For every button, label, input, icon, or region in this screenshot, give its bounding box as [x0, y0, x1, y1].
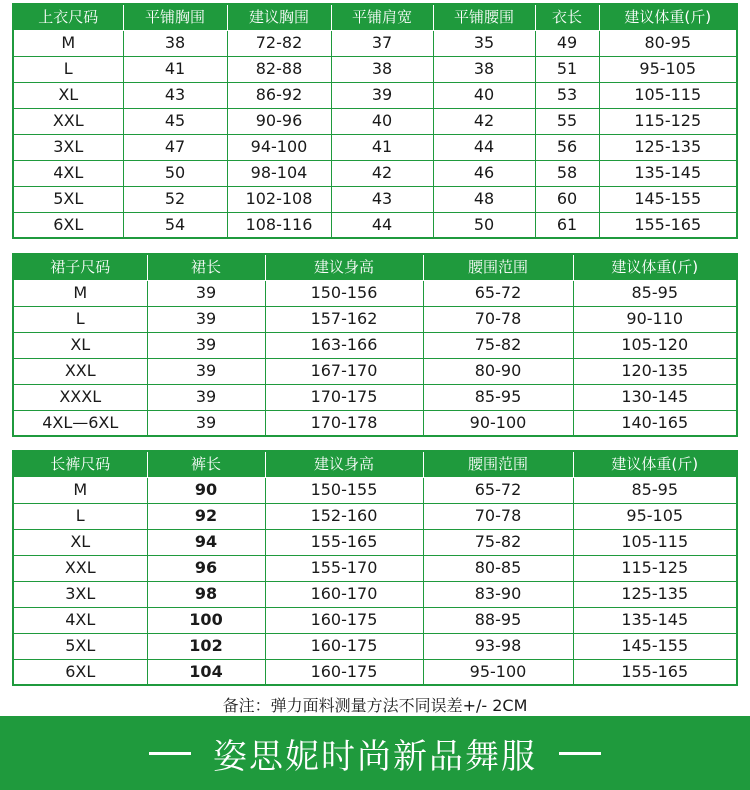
table-cell: 4XL [13, 160, 123, 186]
table-cell: 3XL [13, 134, 123, 160]
header-row [13, 4, 737, 30]
table-cell: 152-160 [265, 503, 423, 529]
table-cell: M [13, 280, 147, 306]
table-cell: 130-145 [573, 384, 737, 410]
table-cell: 105-115 [599, 82, 737, 108]
table-cell: L [13, 56, 123, 82]
column-header: 平铺腰围 [433, 4, 535, 30]
table-row [13, 186, 737, 212]
column-header: 裙子尺码 [13, 254, 147, 280]
table-cell: 35 [433, 30, 535, 56]
table-cell: 4XL—6XL [13, 410, 147, 436]
table-cell: XXL [13, 555, 147, 581]
table-row [13, 503, 737, 529]
table-cell: 43 [331, 186, 433, 212]
column-header: 建议身高 [265, 254, 423, 280]
table-cell: 42 [433, 108, 535, 134]
table-cell: 6XL [13, 659, 147, 685]
table-cell: XL [13, 529, 147, 555]
table-cell: 102-108 [227, 186, 331, 212]
table-cell: 54 [123, 212, 227, 238]
table-cell: 125-135 [573, 581, 737, 607]
table-row [13, 56, 737, 82]
table-cell: 88-95 [423, 607, 573, 633]
table-cell: 92 [147, 503, 265, 529]
table-cell: 95-105 [599, 56, 737, 82]
column-header: 建议体重(斤) [573, 254, 737, 280]
table-cell: L [13, 503, 147, 529]
table-cell: 70-78 [423, 503, 573, 529]
table-cell: 108-116 [227, 212, 331, 238]
table-cell: 41 [331, 134, 433, 160]
table-cell: 52 [123, 186, 227, 212]
table-cell: 46 [433, 160, 535, 186]
table-cell: 95-100 [423, 659, 573, 685]
column-header: 建议身高 [265, 451, 423, 477]
table-cell: 65-72 [423, 280, 573, 306]
table-row [13, 633, 737, 659]
table-row [13, 607, 737, 633]
table-cell: 115-125 [573, 555, 737, 581]
table-cell: 160-175 [265, 607, 423, 633]
table-cell: XL [13, 82, 123, 108]
table-cell: 125-135 [599, 134, 737, 160]
table-cell: 50 [123, 160, 227, 186]
table-cell: 155-165 [599, 212, 737, 238]
pants-size-table [12, 450, 738, 686]
table-cell: 100 [147, 607, 265, 633]
table-cell: 5XL [13, 186, 123, 212]
column-header: 平铺胸围 [123, 4, 227, 30]
column-header: 长裤尺码 [13, 451, 147, 477]
table-cell: 5XL [13, 633, 147, 659]
table-cell: 55 [535, 108, 599, 134]
column-header: 建议体重(斤) [573, 451, 737, 477]
table-cell: 90-96 [227, 108, 331, 134]
table-cell: 37 [331, 30, 433, 56]
table-cell: 160-175 [265, 633, 423, 659]
table-row [13, 477, 737, 503]
table-cell: 145-155 [599, 186, 737, 212]
table-cell: 170-175 [265, 384, 423, 410]
footer-banner [0, 716, 750, 790]
table-cell: 160-170 [265, 581, 423, 607]
table-cell: 61 [535, 212, 599, 238]
table-cell: 40 [433, 82, 535, 108]
skirts-table-body [13, 254, 737, 436]
table-cell: 49 [535, 30, 599, 56]
table-row [13, 160, 737, 186]
table-cell: XXXL [13, 384, 147, 410]
table-cell: 98-104 [227, 160, 331, 186]
table-cell: 86-92 [227, 82, 331, 108]
table-cell: 60 [535, 186, 599, 212]
table-cell: 85-95 [423, 384, 573, 410]
table-cell: 53 [535, 82, 599, 108]
table-cell: 94 [147, 529, 265, 555]
table-cell: 39 [147, 384, 265, 410]
table-cell: 39 [147, 280, 265, 306]
table-cell: 75-82 [423, 529, 573, 555]
table-cell: 65-72 [423, 477, 573, 503]
column-header: 建议体重(斤) [599, 4, 737, 30]
table-cell: 75-82 [423, 332, 573, 358]
table-cell: 170-178 [265, 410, 423, 436]
table-cell: 43 [123, 82, 227, 108]
table-cell: 80-90 [423, 358, 573, 384]
column-header: 平铺肩宽 [331, 4, 433, 30]
table-cell: 90-110 [573, 306, 737, 332]
table-cell: 39 [147, 410, 265, 436]
table-cell: 167-170 [265, 358, 423, 384]
table-cell: 135-145 [573, 607, 737, 633]
table-cell: 150-156 [265, 280, 423, 306]
table-cell: 70-78 [423, 306, 573, 332]
table-row [13, 280, 737, 306]
table-cell: 135-145 [599, 160, 737, 186]
table-cell: M [13, 30, 123, 56]
table-row [13, 332, 737, 358]
table-cell: 58 [535, 160, 599, 186]
table-cell: 41 [123, 56, 227, 82]
table-cell: 44 [331, 212, 433, 238]
table-cell: 115-125 [599, 108, 737, 134]
table-cell: 39 [331, 82, 433, 108]
table-cell: 94-100 [227, 134, 331, 160]
table-cell: 160-175 [265, 659, 423, 685]
table-cell: 82-88 [227, 56, 331, 82]
table-cell: 140-165 [573, 410, 737, 436]
table-cell: 155-165 [573, 659, 737, 685]
table-row [13, 581, 737, 607]
column-header: 裤长 [147, 451, 265, 477]
table-row [13, 212, 737, 238]
header-row [13, 451, 737, 477]
table-cell: 39 [147, 332, 265, 358]
column-header: 腰围范围 [423, 254, 573, 280]
table-cell: 72-82 [227, 30, 331, 56]
table-cell: 51 [535, 56, 599, 82]
footer-dash-left [149, 752, 191, 755]
table-row [13, 82, 737, 108]
footer-dash-right [559, 752, 601, 755]
table-row [13, 134, 737, 160]
table-cell: 50 [433, 212, 535, 238]
table-cell: 105-115 [573, 529, 737, 555]
table-cell: 39 [147, 358, 265, 384]
table-row [13, 306, 737, 332]
table-cell: 83-90 [423, 581, 573, 607]
table-cell: 42 [331, 160, 433, 186]
table-cell: XXL [13, 358, 147, 384]
table-cell: 38 [433, 56, 535, 82]
table-cell: 163-166 [265, 332, 423, 358]
table-cell: 39 [147, 306, 265, 332]
skirts-size-table [12, 253, 738, 437]
table-row [13, 108, 737, 134]
table-cell: 157-162 [265, 306, 423, 332]
brand-title: 姿思妮时尚新品舞服 [213, 736, 537, 777]
table-cell: 85-95 [573, 477, 737, 503]
table-cell: 120-135 [573, 358, 737, 384]
table-cell: 93-98 [423, 633, 573, 659]
table-cell: 96 [147, 555, 265, 581]
header-row [13, 254, 737, 280]
table-cell: 45 [123, 108, 227, 134]
table-cell: 95-105 [573, 503, 737, 529]
table-cell: 3XL [13, 581, 147, 607]
column-header: 上衣尺码 [13, 4, 123, 30]
column-header: 建议胸围 [227, 4, 331, 30]
table-cell: 47 [123, 134, 227, 160]
table-cell: 104 [147, 659, 265, 685]
table-cell: 40 [331, 108, 433, 134]
table-cell: 80-95 [599, 30, 737, 56]
pants-table-body [13, 451, 737, 685]
table-cell: 80-85 [423, 555, 573, 581]
table-cell: 155-165 [265, 529, 423, 555]
table-row [13, 358, 737, 384]
table-row [13, 30, 737, 56]
table-cell: 105-120 [573, 332, 737, 358]
table-cell: M [13, 477, 147, 503]
table-cell: 56 [535, 134, 599, 160]
table-cell: 38 [331, 56, 433, 82]
table-cell: 4XL [13, 607, 147, 633]
column-header: 裙长 [147, 254, 265, 280]
column-header: 衣长 [535, 4, 599, 30]
table-cell: L [13, 306, 147, 332]
tops-size-table [12, 3, 738, 239]
tops-table-body [13, 4, 737, 238]
table-row [13, 659, 737, 685]
table-cell: 48 [433, 186, 535, 212]
table-cell: 6XL [13, 212, 123, 238]
table-cell: 38 [123, 30, 227, 56]
measurement-note: 备注：弹力面料测量方法不同误差+/- 2CM [222, 696, 528, 715]
table-row [13, 384, 737, 410]
table-cell: 85-95 [573, 280, 737, 306]
column-header: 腰围范围 [423, 451, 573, 477]
table-cell: XXL [13, 108, 123, 134]
table-row [13, 410, 737, 436]
table-cell: 98 [147, 581, 265, 607]
table-cell: 90-100 [423, 410, 573, 436]
table-cell: 155-170 [265, 555, 423, 581]
table-cell: 150-155 [265, 477, 423, 503]
table-row [13, 555, 737, 581]
table-cell: 145-155 [573, 633, 737, 659]
table-cell: 90 [147, 477, 265, 503]
table-row [13, 529, 737, 555]
table-cell: 44 [433, 134, 535, 160]
table-cell: XL [13, 332, 147, 358]
table-cell: 102 [147, 633, 265, 659]
